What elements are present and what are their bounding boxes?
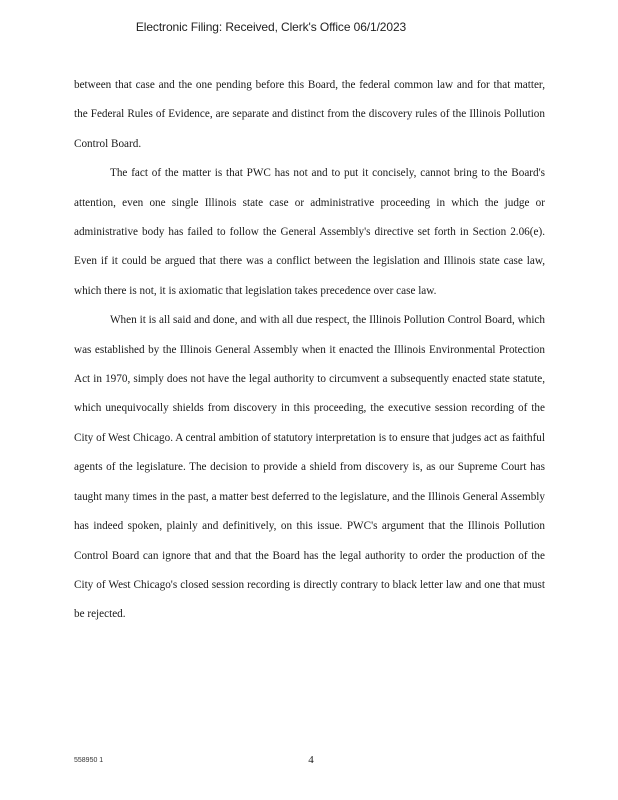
document-id-footer: 558950 1 (74, 757, 104, 764)
filing-stamp-header (0, 20, 618, 34)
page-number-text: 4 (308, 754, 314, 766)
paragraph: The fact of the matter is that PWC has not and to put it concisely, cannot bring to the Board's attention, even one single Illinois state case or administrative proceeding in which the judge or administrative body has failed to follow the General Assembly's directive set forth in Section 2.06(e). Even if it could be argued that there was a conflict between the legislation and Illinois state case law, which there is not, it is axiomatic that legislation takes precedence over case law. (74, 167, 545, 297)
filing-stamp-text: Electronic Filing: Received, Clerk's Office 06/1/2023 (135, 20, 407, 34)
paragraph-continuation: between that case and the one pending before this Board, the federal common law and for that matter, the Federal Rules of Evidence, are separate and distinct from the discovery rules of the Illinois Pollution Control Board. (74, 79, 545, 150)
document-body (74, 71, 545, 630)
page-number (0, 754, 618, 766)
paragraph: When it is all said and done, and with all due respect, the Illinois Pollution Control Board, which was established by the Illinois General Assembly when it enacted the Illinois Environmental Protection Act in 1970, simply does not have the legal authority to circumvent a subsequently enacted state statute, which unequivocally shields from discovery in this proceeding, the executive session recording of the City of West Chicago. A central ambition of statutory interpretation is to ensure that judges act as faithful agents of the legislature. The decision to provide a shield from discovery is, as our Supreme Court has taught many times in the past, a matter best deferred to the legislature, and the Illinois General Assembly has indeed spoken, plainly and definitively, on this issue. PWC's argument that the Illinois Pollution Control Board can ignore that and that the Board has the legal authority to order the production of the City of West Chicago's closed session recording is directly contrary to black letter law and one that must be rejected. (74, 314, 545, 621)
